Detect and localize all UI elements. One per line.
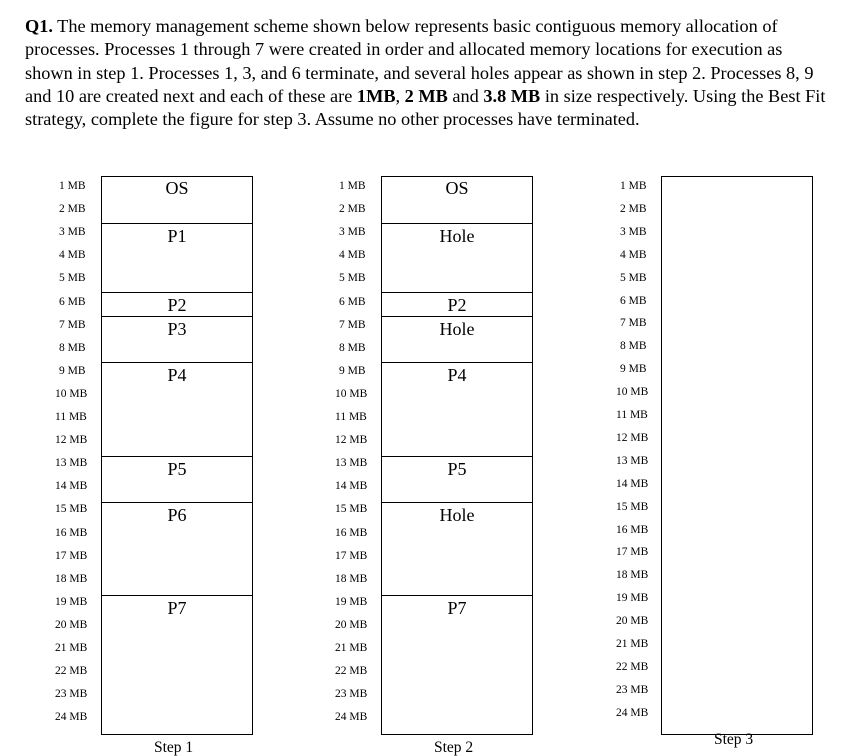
memory-block-p6: P6	[102, 502, 252, 595]
mb-label: 17 MB	[616, 546, 649, 559]
process-10-size: 3.8 MB	[483, 85, 541, 106]
mb-label: 2 MB	[339, 203, 366, 216]
memory-block-p3: P3	[102, 316, 252, 363]
mb-label: 4 MB	[339, 249, 366, 262]
mb-label: 7 MB	[59, 318, 86, 331]
mb-label: 20 MB	[335, 618, 368, 631]
question-number: Q1.	[25, 16, 53, 36]
mb-label: 5 MB	[59, 272, 86, 285]
mb-label: 6 MB	[339, 295, 366, 308]
memory-block-hole: Hole	[382, 223, 532, 293]
mb-label: 15 MB	[55, 503, 88, 516]
memory-block-p7: P7	[102, 595, 252, 735]
mb-label: 17 MB	[335, 549, 368, 562]
mb-label: 14 MB	[55, 480, 88, 493]
mb-label: 16 MB	[616, 523, 649, 536]
memory-block-p5: P5	[382, 456, 532, 503]
mb-label: 22 MB	[55, 665, 88, 678]
mb-label: 2 MB	[59, 203, 86, 216]
mb-label: 24 MB	[335, 711, 368, 724]
memory-block-p7: P7	[382, 595, 532, 735]
mb-label: 18 MB	[55, 572, 88, 585]
mb-label: 19 MB	[335, 595, 368, 608]
memory-block-hole: Hole	[382, 502, 532, 595]
mb-label: 23 MB	[55, 688, 88, 701]
step-label: Step 2	[434, 739, 474, 756]
mb-label: 4 MB	[59, 249, 86, 262]
mb-label: 1 MB	[620, 180, 647, 192]
memory-block-os: OS	[165, 178, 189, 198]
mb-label: 6 MB	[620, 294, 647, 307]
mb-label: 10 MB	[55, 387, 88, 400]
mb-label: 13 MB	[616, 454, 649, 467]
mb-label: 4 MB	[620, 248, 647, 261]
mb-label: 8 MB	[620, 340, 647, 353]
mb-label: 18 MB	[616, 569, 649, 582]
mb-label: 21 MB	[55, 642, 88, 654]
memory-column-step-1	[101, 176, 253, 735]
mb-label: 11 MB	[335, 411, 367, 423]
memory-block-p2: P2	[102, 292, 252, 315]
mb-label: 21 MB	[335, 642, 368, 654]
process-9-size: 2 MB	[404, 85, 448, 106]
mb-label: 12 MB	[616, 431, 649, 444]
mb-label: 13 MB	[55, 457, 88, 470]
question-sep-1: ,	[395, 85, 405, 106]
mb-label: 17 MB	[55, 549, 88, 562]
mb-label: 9 MB	[620, 363, 647, 376]
mb-label: 3 MB	[339, 226, 366, 239]
mb-label: 8 MB	[339, 341, 366, 354]
process-8-size: 1MB	[356, 85, 396, 106]
question-body-1: The memory management scheme shown below represents basic contiguous memory allocation of processes. Processes 1 through 7 were created in order and allocated memory locations for execution as shown in step 1. Processes 1, 3, and 6 terminate, and several holes appear as shown in step 2. Processes 8, 9 and 10 are created next and each of these are	[25, 16, 814, 106]
mb-label: 8 MB	[59, 341, 86, 354]
mb-label: 14 MB	[616, 477, 649, 490]
mb-label: 24 MB	[616, 706, 649, 719]
mb-label: 15 MB	[335, 503, 368, 516]
mb-label: 16 MB	[335, 526, 368, 539]
mb-label: 5 MB	[620, 271, 647, 284]
mb-label: 22 MB	[616, 660, 649, 673]
mb-label: 19 MB	[616, 592, 649, 605]
mb-label: 7 MB	[620, 317, 647, 330]
mb-label: 20 MB	[55, 618, 88, 631]
mb-label: 1 MB	[59, 180, 86, 192]
mb-label: 3 MB	[59, 226, 86, 239]
mb-label: 16 MB	[55, 526, 88, 539]
mb-label: 21 MB	[616, 638, 649, 650]
mb-label: 12 MB	[55, 434, 88, 447]
mb-label: 6 MB	[59, 295, 86, 308]
mb-label: 13 MB	[335, 457, 368, 470]
mb-label: 19 MB	[55, 595, 88, 608]
step-label: Step 1	[154, 739, 194, 756]
memory-block-p1: P1	[102, 223, 252, 293]
mb-label: 5 MB	[339, 272, 366, 285]
mb-label: 23 MB	[335, 688, 368, 701]
mb-label: 2 MB	[620, 202, 647, 215]
mb-label: 23 MB	[616, 683, 649, 696]
question-text	[25, 15, 830, 131]
mb-label: 12 MB	[335, 434, 368, 447]
mb-label: 11 MB	[55, 411, 87, 423]
memory-column-step-2	[381, 176, 533, 735]
memory-block-p4: P4	[102, 362, 252, 455]
memory-block-p5: P5	[102, 456, 252, 503]
mb-label: 20 MB	[616, 615, 649, 628]
mb-label: 15 MB	[616, 500, 649, 513]
memory-block-p4: P4	[382, 362, 532, 455]
mb-label: 14 MB	[335, 480, 368, 493]
mb-label: 10 MB	[335, 387, 368, 400]
memory-column-step-3[interactable]	[661, 176, 813, 735]
question-sep-2: and	[447, 85, 484, 106]
step-label: Step 3	[714, 731, 754, 748]
mb-label: 7 MB	[339, 318, 366, 331]
mb-label: 18 MB	[335, 572, 368, 585]
mb-label: 11 MB	[616, 409, 648, 421]
mb-label: 22 MB	[335, 665, 368, 678]
mb-label: 1 MB	[339, 180, 366, 192]
mb-label: 9 MB	[59, 364, 86, 377]
memory-block-os: OS	[445, 178, 469, 198]
question-body-2: in size respectively. Using the Best Fit strategy, complete the figure for step 3. Assume no other processes have terminated.	[25, 85, 826, 130]
mb-label: 3 MB	[620, 225, 647, 238]
mb-label: 24 MB	[55, 711, 88, 724]
memory-block-p2: P2	[382, 292, 532, 315]
mb-label: 9 MB	[339, 364, 366, 377]
mb-label: 10 MB	[616, 386, 649, 399]
memory-block-hole: Hole	[382, 316, 532, 363]
